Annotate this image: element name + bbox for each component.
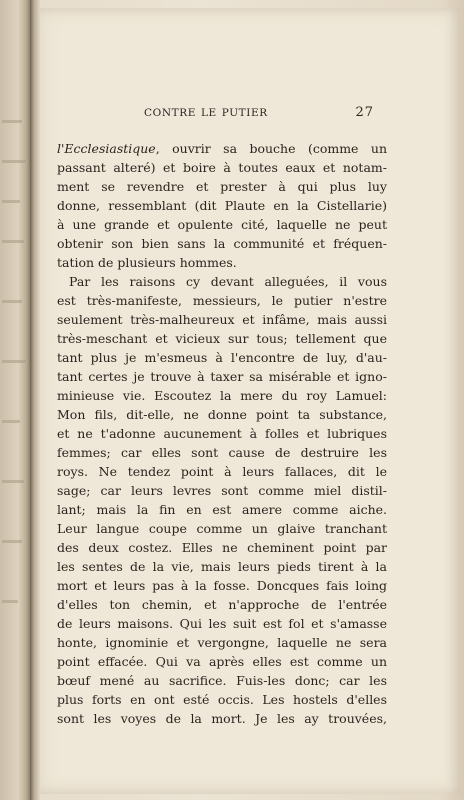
text-line: lant; mais la fin en est amere comme aiche. <box>57 502 387 517</box>
facing-page-text-trace <box>2 120 22 123</box>
text-line: à une grande et opulente cité, laquelle ne peut <box>57 217 387 232</box>
text-line: est très-manifeste, messieurs, le putier n'estre <box>57 293 387 308</box>
facing-page-text-trace <box>2 160 26 163</box>
text-line: de leurs maisons. Qui les suit est fol et s'amasse <box>57 616 387 631</box>
facing-page-edge <box>0 0 30 800</box>
text-line: sont les voyes de la mort. Je les ay trouvées, <box>57 711 387 726</box>
facing-page-text-trace <box>2 420 20 423</box>
facing-page-text-trace <box>2 540 22 543</box>
text-line: plus forts en ont esté occis. Les hostels d'elles <box>57 692 387 707</box>
text-line: donne, ressemblant (dit Plaute en la Cistellarie) <box>57 198 387 213</box>
text-line: tation de plusieurs hommes. <box>57 255 237 270</box>
text-line: femmes; car elles sont cause de destruire les <box>57 445 387 460</box>
text-line: minieuse vie. Escoutez la mere du roy Lamuel: <box>57 388 387 403</box>
text-line-rest: , ouvrir sa bouche (comme un <box>155 141 387 156</box>
text-line <box>57 139 387 158</box>
book-gutter <box>30 0 40 800</box>
text-line: les sentes de la vie, mais leurs pieds tirent à la <box>57 559 387 574</box>
facing-page-text-trace <box>2 480 24 483</box>
facing-page-text-trace <box>2 200 20 203</box>
text-line: très-meschant et vicieux sur tous; tellement que <box>57 331 387 346</box>
text-line: passant alteré) et boire à toutes eaux et notam- <box>57 160 387 175</box>
text-line: ment se revendre et prester à qui plus luy <box>57 179 387 194</box>
text-line: et ne t'adonne aucunement à folles et lubriques <box>57 426 387 441</box>
text-line: mort et leurs pas à la fosse. Doncques fais loing <box>57 578 387 593</box>
text-line: seulement très-malheureux et infâme, mais aussi <box>57 312 387 327</box>
text-line: tant certes je trouve à taxer sa misérable et igno- <box>57 369 387 384</box>
text-line: d'elles ton chemin, et n'approche de l'entrée <box>57 597 387 612</box>
facing-page-text-trace <box>2 240 24 243</box>
text-line: point effacée. Qui va après elles est comme un <box>57 654 387 669</box>
text-line: Mon fils, dit-elle, ne donne point ta substance, <box>57 407 387 422</box>
text-line-italic-start: l'Ecclesiastique <box>57 141 156 156</box>
text-line: bœuf mené au sacrifice. Fuis-les donc; car les <box>57 673 387 688</box>
page-number: 27 <box>355 105 374 120</box>
text-line: Leur langue coupe comme un glaive tranchant <box>57 521 387 536</box>
facing-page-text-trace <box>2 600 18 603</box>
facing-page-text-trace <box>2 360 26 363</box>
text-line: roys. Ne tendez point à leurs fallaces, dit le <box>57 464 387 479</box>
text-line: tant plus je m'esmeus à l'encontre de luy, d'au- <box>57 350 387 365</box>
text-line: obtenir son bien sans la communité et fréquen- <box>57 236 387 251</box>
facing-page-text-trace <box>2 300 22 303</box>
text-line: honte, ignominie et vergongne, laquelle ne sera <box>57 635 387 650</box>
text-line: des deux costez. Elles ne cheminent point par <box>57 540 387 555</box>
body-text <box>57 139 387 728</box>
text-line: Par les raisons cy devant alleguées, il vous <box>69 274 387 289</box>
page-header <box>144 107 374 127</box>
running-head: CONTRE LE PUTIER <box>144 107 268 119</box>
text-line: sage; car leurs levres sont comme miel distil- <box>57 483 387 498</box>
